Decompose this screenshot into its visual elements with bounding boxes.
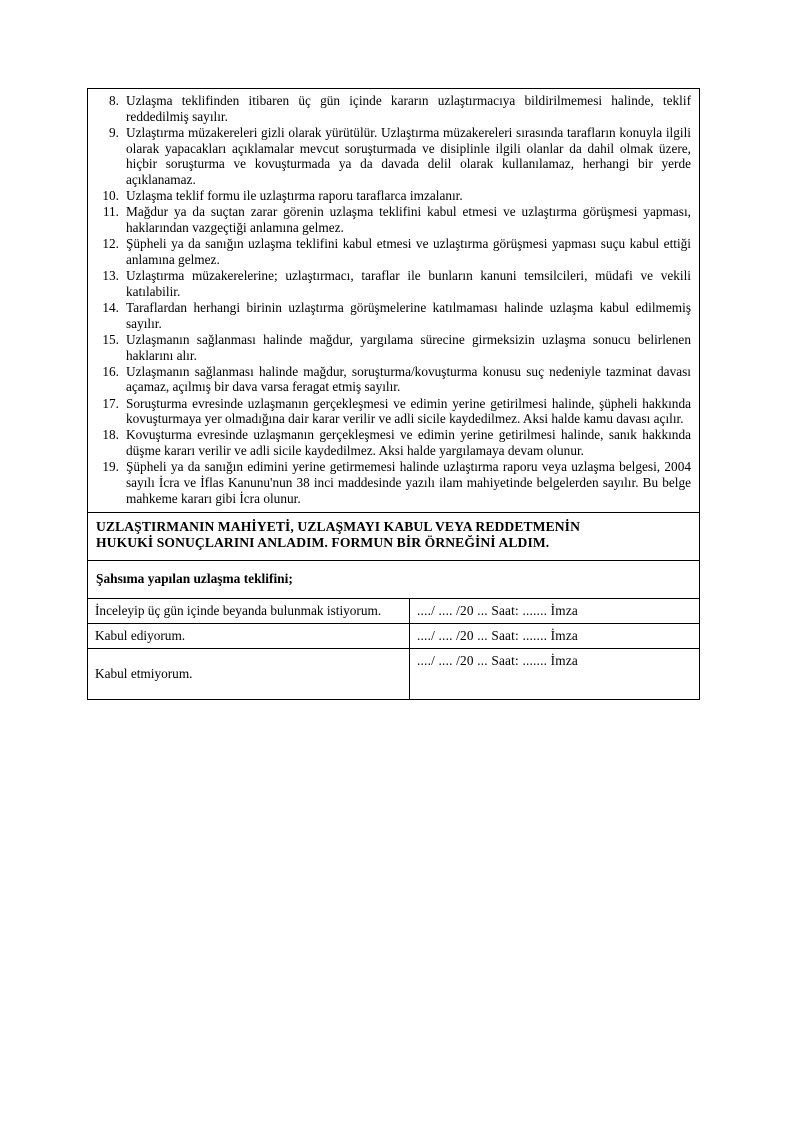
clause-item xyxy=(96,364,691,395)
declaration-line-2: HUKUKİ SONUÇLARINI ANLADIM. FORMUN BİR ÖRNEĞİNİ ALDIM. xyxy=(96,535,550,551)
signature-field-accept[interactable]: ..../ .... /20 ... Saat: ....... İmza xyxy=(410,623,700,648)
clause-number: 11. xyxy=(102,204,119,220)
clause-text: Uzlaşmanın sağlanması halinde mağdur, soruşturma/kovuşturma konusu suç nedeniyle tazminat davası açamaz, açılmış bir dava varsa feragat etmiş sayılır. xyxy=(126,363,691,395)
option-label-accept[interactable]: Kabul ediyorum. xyxy=(88,623,410,648)
clause-item xyxy=(96,204,691,235)
clause-item xyxy=(96,125,691,188)
clause-item xyxy=(96,332,691,363)
clause-text: Uzlaştırma müzakerelerine; uzlaştırmacı, taraflar ile bunların kanuni temsilcileri, müdafi ve vekili katılabilir. xyxy=(126,268,691,299)
clause-item xyxy=(96,300,691,331)
declaration-block xyxy=(87,513,700,561)
declaration-line-1: UZLAŞTIRMANIN MAHİYETİ, UZLAŞMAYI KABUL VEYA REDDETMENİN xyxy=(96,518,580,534)
clause-number: 18. xyxy=(102,427,119,443)
clause-number: 16. xyxy=(102,363,119,379)
clause-item xyxy=(96,93,691,124)
clause-number: 19. xyxy=(102,459,119,475)
clause-text: Taraflardan herhangi birinin uzlaştırma görüşmelerine katılmaması halinde uzlaşma kabul edilmemiş sayılır. xyxy=(126,299,691,331)
clause-text: Uzlaşmanın sağlanması halinde mağdur, yargılama sürecine girmeksizin uzlaşma sonucu belirlenen haklarını alır. xyxy=(126,331,691,363)
clause-text: Uzlaştırma müzakereleri gizli olarak yürütülür. Uzlaştırma müzakereleri sırasında tarafların konuyla ilgili olarak yapacakları açıklamalar mevcut soruşturmada ve disiplinle ilgili olanlar da dahil olmak üzere, hiçbir soruşturma ve kovuşturmada ya da davada delil olarak kullanılamaz, herhangi bir yerde açıklanamaz. xyxy=(126,124,691,187)
clause-item xyxy=(96,188,691,204)
clause-text: Mağdur ya da suçtan zarar görenin uzlaşma teklifini kabul etmesi ve uzlaştırma görüşmesi yapması, haklarından vazgeçtiği anlamına gelmez. xyxy=(126,204,691,235)
option-label-review[interactable]: İnceleyip üç gün içinde beyanda bulunmak istiyorum. xyxy=(88,599,410,623)
signature-field-review[interactable]: ..../ .... /20 ... Saat: ....... İmza xyxy=(410,599,700,623)
clause-text: Uzlaşma teklifinden itibaren üç gün içinde kararın uzlaştırmacıya bildirilmemesi halinde, teklif reddedilmiş sayılır. xyxy=(126,93,691,124)
clause-number: 15. xyxy=(102,331,119,347)
clause-item xyxy=(96,268,691,299)
clause-item xyxy=(96,459,691,506)
form-body xyxy=(87,88,700,700)
clause-text: Şüpheli ya da sanığın uzlaşma teklifini kabul etmesi ve uzlaştırma görüşmesi yapması suçu kabul ettiği anlamına gelmez. xyxy=(126,236,691,267)
clause-item xyxy=(96,236,691,267)
table-row xyxy=(88,648,700,699)
signature-field-reject[interactable]: ..../ .... /20 ... Saat: ....... İmza xyxy=(410,648,700,699)
table-row xyxy=(88,623,700,648)
clause-number: 9. xyxy=(109,124,119,140)
clause-text: Kovuşturma evresinde uzlaşmanın gerçekleşmesi ve edimin yerine getirilmesi halinde, sanık hakkında düşme kararı verilir ve adli sicile kaydedilmez. Aksi halde yargılamaya devam olunur. xyxy=(126,427,691,459)
clause-item xyxy=(96,396,691,427)
clause-item xyxy=(96,427,691,458)
table-row xyxy=(88,599,700,623)
offer-heading-text: Şahsıma yapılan uzlaşma teklifini; xyxy=(96,571,293,587)
clause-number: 14. xyxy=(102,299,119,315)
clause-number: 13. xyxy=(102,268,119,284)
clause-list xyxy=(87,88,700,513)
clause-text: Soruşturma evresinde uzlaşmanın gerçekleşmesi ve edimin yerine getirilmesi halinde, şüpheli hakkında kovuşturmaya yer olmadığına dair karar verilir ve adli sicile kaydedilmez. Aksi halde kamu davası açılır. xyxy=(126,395,691,427)
clause-text: Uzlaşma teklif formu ile uzlaştırma raporu taraflarca imzalanır. xyxy=(126,188,463,204)
clause-number: 8. xyxy=(109,93,119,108)
option-label-reject[interactable]: Kabul etmiyorum. xyxy=(88,648,410,699)
clause-number: 10. xyxy=(102,188,119,204)
clause-number: 17. xyxy=(102,395,119,411)
decision-options-table xyxy=(87,599,700,700)
clause-text: Şüpheli ya da sanığın edimini yerine getirmemesi halinde uzlaştırma raporu veya uzlaşma belgesi, 2004 sayılı İcra ve İflas Kanunu'nun 38 inci maddesinde yazılı ilam mahiyetinde belgelerden sayılır. Bu belge mahkeme kararı gibi İcra olunur. xyxy=(126,459,691,506)
clause-number: 12. xyxy=(102,236,119,252)
offer-heading-block xyxy=(87,561,700,599)
